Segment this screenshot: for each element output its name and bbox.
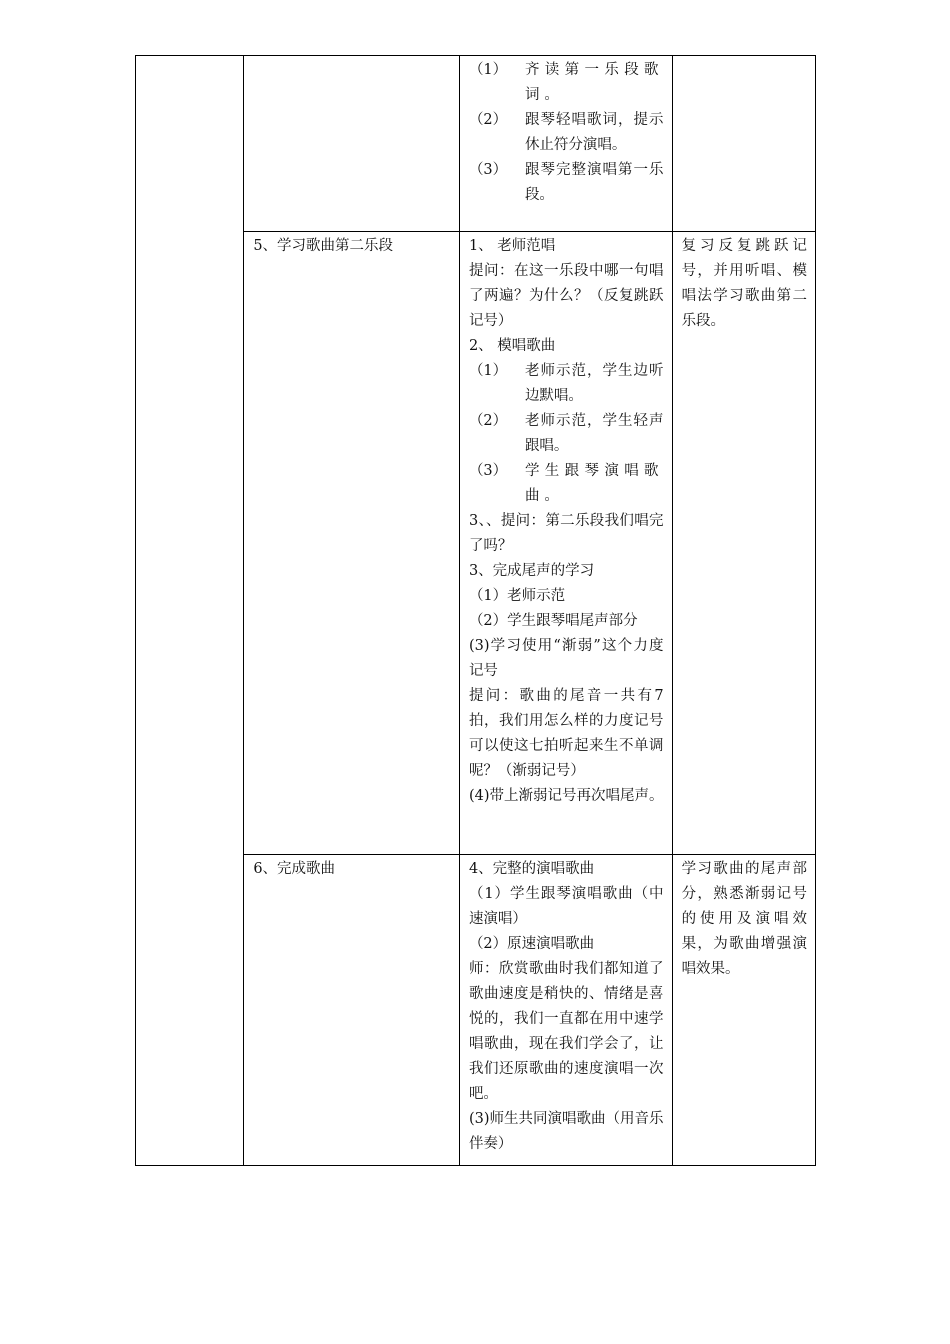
activity-line: 1、 老师范唱 [468, 238, 556, 254]
activity-line: (3)师生共同演唱歌曲（用音乐伴奏） [468, 1111, 664, 1152]
purpose-text: 学习歌曲的尾声部分，熟悉渐弱记号的使用及演唱效果，为歌曲增强演唱效果。 [681, 861, 807, 977]
activity-item [469, 58, 664, 108]
activities-cell [459, 855, 672, 1166]
activity-line: (4)带上渐弱记号再次唱尾声。 [468, 788, 664, 804]
activity-line: 提问：歌曲的尾音一共有7拍，我们用怎么样的力度记号可以使这七拍听起来生不单调呢？（渐弱记号） [468, 688, 664, 779]
activity-text: 跟琴完整演唱第一乐段。 [524, 162, 664, 203]
activity-text: 跟琴轻唱歌词，提示休止符分演唱。 [524, 112, 664, 153]
step-cell [244, 56, 460, 232]
activity-number: （1） [468, 62, 508, 78]
step-cell [244, 232, 460, 855]
activity-item [469, 359, 664, 409]
purpose-text: 复习反复跳跃记号，并用听唱、模唱法学习歌曲第二乐段。 [681, 238, 807, 329]
table-row [136, 56, 816, 232]
activity-number: （3） [468, 162, 508, 178]
activity-number: （1） [468, 363, 508, 379]
purpose-cell [672, 232, 815, 855]
activity-line: 3、完成尾声的学习 [468, 563, 595, 579]
activity-item [469, 158, 664, 208]
activity-number: （2） [468, 413, 508, 429]
activity-item [469, 409, 664, 459]
activity-item [469, 108, 664, 158]
purpose-cell [672, 855, 815, 1166]
purpose-cell [672, 56, 815, 232]
activity-item [469, 459, 664, 509]
activity-line: （1）老师示范 [468, 588, 566, 604]
activity-text: 齐读第一乐段歌词。 [524, 62, 664, 103]
left-margin-cell [136, 56, 244, 1166]
lesson-plan-table [135, 55, 816, 1166]
activity-line: 3、、提问：第二乐段我们唱完了吗？ [468, 513, 664, 554]
step-text: 5、学习歌曲第二乐段 [253, 238, 394, 254]
activity-text: 老师示范，学生轻声跟唱。 [524, 413, 664, 454]
activity-line: (3)学习使用“渐弱”这个力度记号 [468, 638, 664, 679]
activity-line: 2、 模唱歌曲 [468, 338, 556, 354]
activity-line: （2）学生跟琴唱尾声部分 [468, 613, 638, 629]
activity-number: （2） [468, 112, 508, 128]
activity-line: （1）学生跟琴演唱歌曲（中速演唱） [468, 886, 664, 927]
activity-line: 4、完整的演唱歌曲 [468, 861, 595, 877]
activity-text: 老师示范，学生边听边默唱。 [524, 363, 664, 404]
activities-cell [459, 56, 672, 232]
activity-line: （2）原速演唱歌曲 [468, 936, 595, 952]
activity-line: 提问：在这一乐段中哪一句唱了两遍？为什么？（反复跳跃记号） [468, 263, 664, 329]
activities-cell [459, 232, 672, 855]
step-cell [244, 855, 460, 1166]
activity-text: 学生跟琴演唱歌曲。 [524, 463, 664, 504]
activity-number: （3） [468, 463, 508, 479]
activity-line: 师：欣赏歌曲时我们都知道了歌曲速度是稍快的、情绪是喜悦的，我们一直都在用中速学唱歌曲，现在我们学会了，让我们还原歌曲的速度演唱一次吧。 [468, 961, 664, 1102]
step-text: 6、完成歌曲 [253, 861, 336, 877]
